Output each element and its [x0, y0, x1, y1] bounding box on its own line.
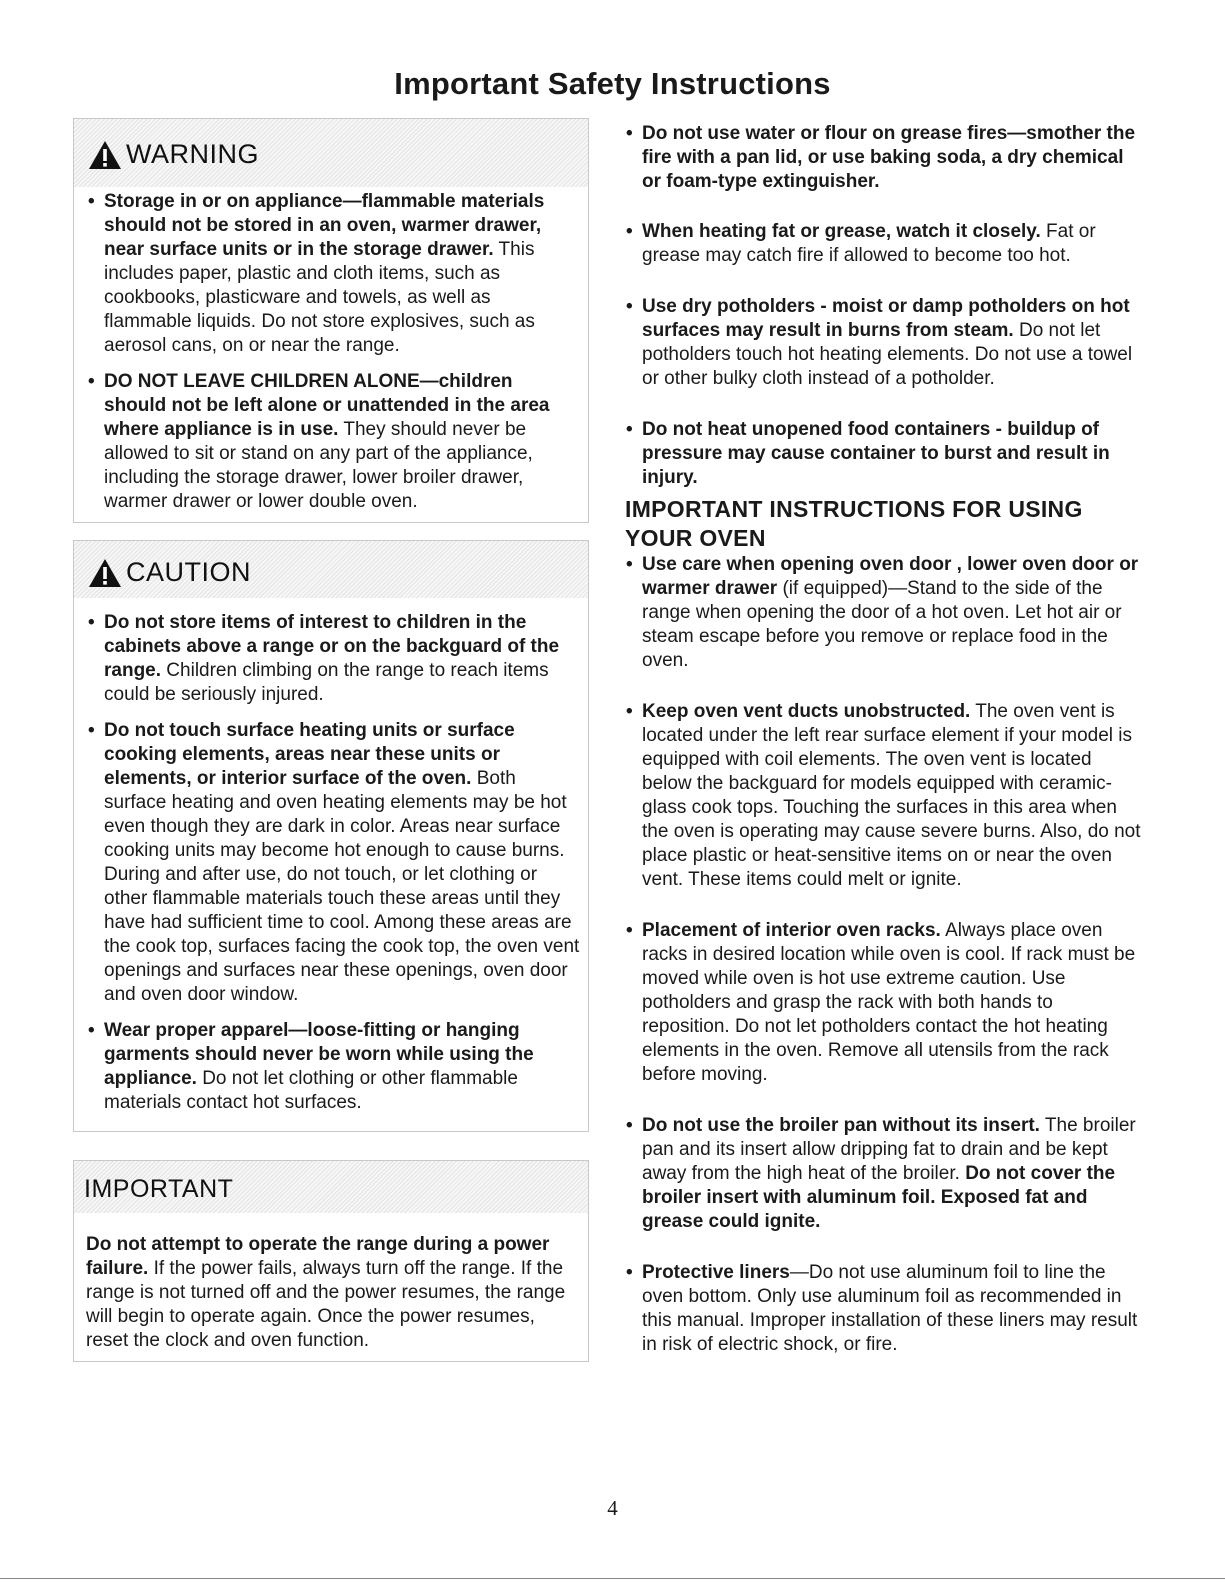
right-item: • Do not heat unopened food containers - buildup of pressure may cause container to burst and result in injury.	[626, 419, 1110, 488]
warning-label	[88, 139, 259, 170]
page-number: 4	[607, 1496, 618, 1520]
caution-item: • Do not store items of interest to children in the cabinets above a range or on the backguard of the range. Children climbing on the range to reach items could be seriously injured.	[88, 612, 560, 705]
right-item: • Do not use water or flour on grease fires—smother the fire with a pan lid, or use baking soda, a dry chemical or foam-type extinguisher.	[626, 123, 1136, 192]
oven-section-heading: IMPORTANT INSTRUCTIONS FOR USING YOUR OVEN	[625, 496, 1083, 551]
caution-label-text: CAUTION	[126, 557, 251, 587]
right-column	[626, 122, 1142, 490]
warning-label-text: WARNING	[126, 139, 259, 169]
warning-item: • DO NOT LEAVE CHILDREN ALONE—children should not be left alone or unattended in the area where appliance is in use. They should never be allowed to sit or stand on any part of the appliance, including the storage drawer, lower broiler drawer, warmer drawer or lower double oven.	[88, 371, 550, 512]
warning-triangle-icon	[88, 140, 122, 170]
bottom-rule	[0, 1578, 1225, 1579]
right-item: • When heating fat or grease, watch it closely. Fat or grease may catch fire if allowed to become too hot.	[626, 221, 1096, 266]
oven-item: • Keep oven vent ducts unobstructed. The oven vent is located under the left rear surface element if your model is equipped with coil elements. The oven vent is located below the backguard for models equipped with ceramic-glass cook tops. Touching the surfaces in this area when the oven is operating may cause severe burns. Also, do not place plastic or heat-sensitive items on or near the oven vent. These items could melt or ignite.	[626, 701, 1141, 890]
page-title: Important Safety Instructions	[394, 66, 831, 101]
caution-box	[73, 540, 589, 1132]
important-text: Do not attempt to operate the range during a power failure. If the power fails, always turn off the range. If the range is not turned off and the power resumes, the range will begin to operate again. Once the power resumes, reset the clock and oven function.	[86, 1234, 566, 1351]
oven-item: • Placement of interior oven racks. Always place oven racks in desired location while oven is cool. If rack must be moved while oven is hot use extreme caution. Use potholders and grasp the rack with both hands to reposition. Do not let potholders contact the hot heating elements in the oven. Remove all utensils from the rack before moving.	[626, 920, 1136, 1085]
caution-item: • Do not touch surface heating units or surface cooking elements, areas near these units or elements, or interior surface of the oven. Both surface heating and oven heating elements may be hot even though they are dark in color. Areas near surface cooking units may become hot enough to cause burns. During and after use, do not touch, or let clothing or other flammable materials touch these areas until they have had sufficient time to cool. Among these areas are the cook top, surfaces facing the cook top, the oven vent openings and surfaces near these openings, oven door and oven door window.	[88, 720, 580, 1005]
oven-section-items	[626, 553, 1142, 1357]
caution-triangle-icon	[88, 558, 122, 588]
oven-item: • Do not use the broiler pan without its insert. The broiler pan and its insert allow dripping fat to drain and be kept away from the high heat of the broiler. Do not cover the broiler insert with aluminum foil. Exposed fat and grease could ignite.	[626, 1115, 1136, 1232]
warning-box	[73, 118, 589, 523]
oven-item: • Use care when opening oven door , lower oven door or warmer drawer (if equipped)—Stand to the side of the range when opening the door of a hot oven. Let hot air or steam escape before you remove or replace food in the oven.	[626, 554, 1139, 671]
right-item: • Use dry potholders - moist or damp potholders on hot surfaces may result in burns from steam. Do not let potholders touch hot heating elements. Do not use a towel or other bulky cloth instead of a potholder.	[626, 296, 1133, 389]
caution-label	[88, 557, 251, 588]
warning-item: • Storage in or on appliance—flammable materials should not be stored in an oven, warmer drawer, near surface units or in the storage drawer. This includes paper, plastic and cloth items, such as cookbooks, plasticware and towels, as well as flammable liquids. Do not store explosives, such as aerosol cans, on or near the range.	[88, 191, 545, 356]
oven-item: • Protective liners—Do not use aluminum foil to line the oven bottom. Only use aluminum foil as recommended in this manual. Improper installation of these liners may result in risk of electric shock, or fire.	[626, 1262, 1138, 1355]
important-label: IMPORTANT	[84, 1175, 234, 1203]
caution-item: • Wear proper apparel—loose-fitting or hanging garments should never be worn while using the appliance. Do not let clothing or other flammable materials contact hot surfaces.	[88, 1020, 534, 1113]
